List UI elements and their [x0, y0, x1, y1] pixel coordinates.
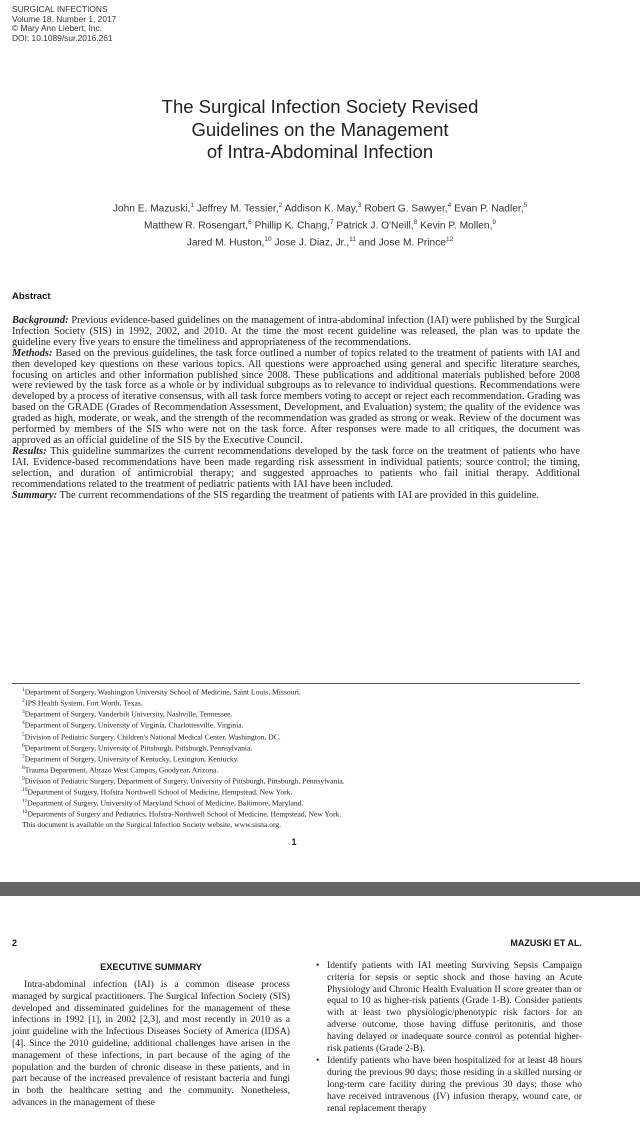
- author-name: Patrick J. O'Neill,: [336, 220, 414, 232]
- author-affiliation-marker: 12: [445, 235, 454, 243]
- author-affiliation-marker: 5: [523, 202, 528, 209]
- affiliation-text: JPS Health System, Fort Worth, Texas.: [24, 698, 143, 708]
- affiliation-marker: 8: [22, 764, 25, 771]
- recommendation-list: [316, 960, 582, 1115]
- title-line: Guidelines on the Management: [191, 118, 449, 140]
- executive-summary-text: Intra-abdominal infection (IAI) is a common disease process managed by surgical practitioners. The Surgical Infection Society (SIS) developed and disseminated guidelines for the management of these infections in 1992 [1], in 2002 [2,3], and most recently in 2010 as a joint guideline with the Infectious Diseases Society of America (IDSA) [4]. Since the 2010 guideline, additional challenges have arisen in the management of these infections, in part because of the aging of the population and the burden of chronic disease in these patients, and in part because of the increased prevalence of resistant bacteria and fungi in both the healthcare setting and the community. Nonetheless, advances in the management of these: [12, 979, 290, 1108]
- page-number: 1: [291, 837, 297, 847]
- affiliation-marker: 12: [22, 809, 28, 816]
- affiliation-item: [22, 753, 582, 764]
- affiliation-marker: 5: [22, 731, 25, 738]
- bullet-icon: •: [316, 1055, 320, 1067]
- abstract-background: [12, 316, 580, 349]
- affiliation-marker: 4: [22, 720, 25, 727]
- author-name: Jared M. Huston,: [186, 237, 265, 249]
- title-line: The Surgical Infection Society Revised: [161, 96, 479, 117]
- author-line: [0, 233, 640, 250]
- article-title: [0, 96, 640, 164]
- affiliation-text: Department of Surgery, University of Kentucky, Lexington, Kentucky.: [24, 754, 239, 764]
- affiliation-text: Departments of Surgery and Pediatrics, Hofstra-Northwell School of Medicine, Hempstead, New York.: [27, 809, 342, 819]
- author-list: [0, 199, 640, 250]
- abstract-heading: Abstract: [12, 291, 51, 302]
- affiliation-text: Department of Surgery, Vanderbilt University, Nashville, Tennessee.: [24, 709, 233, 719]
- page-number: 2: [12, 938, 18, 948]
- abstract-label: Background:: [12, 315, 69, 326]
- affiliation-text: Department of Surgery, University of Pittsburgh, Pittsburgh, Pennsylvania.: [24, 743, 253, 753]
- author-affiliation-marker: 1: [190, 202, 195, 209]
- list-item-text: Identify patients with IAI meeting Surviving Sepsis Campaign criteria for sepsis or septic shock and those having an Acute Physiology and Chronic Health Evaluation II score greater than or equal to 10 as higher-risk patients (Grade 1-B). Consider patients with at least two physiologic/phenotypic risk factors for an adverse outcome, those having diffuse peritonitis, and those having delayed or inadequate source control as potential higher-risk patients (Grade 2-B).: [327, 960, 582, 1054]
- abstract-methods: [12, 349, 580, 447]
- affiliation-item: [22, 719, 582, 730]
- affiliation-item: [22, 786, 582, 797]
- journal-copyright: © Mary Ann Liebert, Inc.: [12, 23, 102, 34]
- affiliation-text: Department of Surgery, Hofstra Northwell School of Medicine, Hempstead, New York.: [27, 787, 293, 797]
- list-item: [316, 960, 582, 1054]
- affiliation-text: Department of Surgery, University of Maryland School of Medicine, Baltimore, Maryland.: [27, 798, 304, 808]
- abstract-summary: [12, 491, 580, 502]
- author-affiliation-marker: 3: [357, 202, 362, 209]
- affiliation-marker: 6: [22, 742, 25, 749]
- author-affiliation-marker: 11: [349, 235, 356, 243]
- author-name: Phillip K. Chang,: [254, 220, 330, 232]
- affiliation-item: [22, 708, 582, 719]
- affiliation-item: [22, 731, 582, 742]
- affiliation-text: Department of Surgery, University of Virginia, Charlottesville, Virginia.: [24, 720, 244, 730]
- title-line: of Intra-Abdominal Infection: [206, 141, 434, 162]
- affiliation-item: [22, 742, 582, 753]
- author-affiliation-marker: 8: [413, 218, 418, 226]
- affiliation-marker: 7: [22, 753, 25, 760]
- affiliations-footnotes: [22, 686, 582, 829]
- author-name: and Jose M. Prince: [358, 237, 446, 249]
- footnote-divider: [12, 683, 580, 684]
- abstract-text: The current recommendations of the SIS regarding the treatment of patients with IAI are provided in this guideline.: [59, 489, 540, 501]
- author-affiliation-marker: 4: [447, 202, 452, 209]
- author-name: Kevin P. Mollen,: [420, 220, 493, 232]
- abstract-label: Results:: [12, 445, 47, 457]
- author-affiliation-marker: 6: [248, 218, 252, 226]
- affiliation-marker: 3: [22, 709, 25, 716]
- abstract-text: Based on the previous guidelines, the task force outlined a number of topics related to the treatment of patients with IAI and then developed key questions on these various topics. All questions were approached using general and specific literature searches, focusing on articles and other information published since 2008. These publications and additional materials published before 2008 were reviewed by the task force as a whole or by individual subgroups as to relevance to individual questions. Recommendations were developed by a process of iterative consensus, with all task force members voting to accept or reject each recommendation. Grading was based on the GRADE (Grades of Recommendation Assessment, Development, and Evaluation) system; the quality of the evidence was graded as high, moderate, or weak, and the strength of the recommendation was graded as strong or weak. Review of the document was performed by members of the SIS who were not on the task force. After responses were made to all critiques, the document was approved as an official guideline of the SIS by the Executive Council.: [12, 347, 580, 446]
- author-affiliation-marker: 10: [264, 235, 272, 243]
- author-line: [0, 199, 640, 216]
- author-affiliation-marker: 7: [329, 218, 334, 226]
- affiliation-item: [22, 808, 582, 819]
- affiliation-item: [22, 797, 582, 808]
- abstract-body: [12, 316, 580, 501]
- abstract-label: Methods:: [12, 347, 53, 359]
- affiliation-marker: 2: [22, 698, 25, 705]
- running-head: MAZUSKI ET AL.: [510, 938, 582, 948]
- page-2: [0, 896, 640, 1136]
- author-name: John E. Mazuski,: [112, 203, 191, 215]
- author-name: Evan P. Nadler,: [454, 203, 524, 215]
- executive-summary-heading: EXECUTIVE SUMMARY: [100, 962, 202, 972]
- affiliation-list: [22, 686, 582, 820]
- abstract-label: Summary:: [12, 489, 58, 501]
- journal-doi: DOI: 10.1089/sur.2016.261: [12, 32, 113, 43]
- affiliation-marker: 10: [22, 787, 28, 794]
- author-name: Robert G. Sawyer,: [364, 203, 448, 215]
- abstract-text: This guideline summarizes the current recommendations developed by the task force on the treatment of patients who have IAI. Evidence-based recommendations have been made regarding risk assessment in individual patients; source control; the timing, selection, and duration of antimicrobial therapy; and suggested approaches to patients who fail initial therapy. Additional recommendations related to the treatment of pediatric patients with IAI have been included.: [12, 445, 580, 490]
- affiliation-item: [22, 686, 582, 697]
- affiliation-marker: 9: [22, 776, 25, 782]
- journal-volume: Volume 18, Number 1, 2017: [12, 13, 117, 24]
- author-name: Addison K. May,: [284, 203, 358, 215]
- affiliation-marker: 11: [22, 798, 28, 805]
- author-affiliation-marker: 2: [278, 202, 283, 209]
- author-line: [0, 216, 640, 233]
- abstract-text: Previous evidence-based guidelines on the management of intra-abdominal infection (IAI) were published by the Surgical Infection Society (SIS) in 1992, 2002, and 2010. At the time the most recent guideline was released, the plan was to update the guideline every five years to ensure the timeliness and appropriateness of the recommendations.: [12, 315, 580, 348]
- list-item: [316, 1055, 582, 1114]
- author-affiliation-marker: 9: [492, 218, 497, 226]
- affiliation-item: [22, 697, 582, 708]
- affiliation-item: [22, 764, 582, 775]
- affiliation-text: Department of Surgery, Washington University School of Medicine, Saint Louis, Missouri.: [24, 687, 301, 697]
- page-separator: [0, 882, 640, 896]
- journal-header: [12, 5, 116, 43]
- author-name: Jeffrey M. Tessier,: [196, 203, 279, 215]
- availability-note: This document is available on the Surgical Infection Society website, www.sisna.org.: [22, 819, 282, 829]
- affiliation-text: Division of Pediatric Surgery, Children's National Medical Center, Washington, DC.: [24, 732, 281, 742]
- list-item-text: Identify patients who have been hospitalized for at least 48 hours during the previous 90 days; those residing in a skilled nursing or long-term care facility during the previous 30 days; those who have received intravenous (IV) infusion therapy, wound care, or renal replacement therapy: [327, 1055, 582, 1114]
- abstract-results: [12, 447, 580, 491]
- affiliation-item: [22, 775, 582, 786]
- affiliation-text: Division of Pediatric Surgery, Department of Surgery, University of Pittsburgh, Pittsburgh, Pennsylvania.: [24, 776, 345, 786]
- affiliation-text: Trauma Department, Abrazo West Campus, Goodyear, Arizona.: [24, 765, 219, 775]
- journal-name: SURGICAL INFECTIONS: [12, 4, 108, 14]
- author-name: Jose J. Diaz, Jr.,: [274, 237, 350, 249]
- affiliation-marker: 1: [22, 687, 25, 693]
- author-name: Matthew R. Rosengart,: [143, 220, 249, 232]
- bullet-icon: •: [316, 960, 320, 971]
